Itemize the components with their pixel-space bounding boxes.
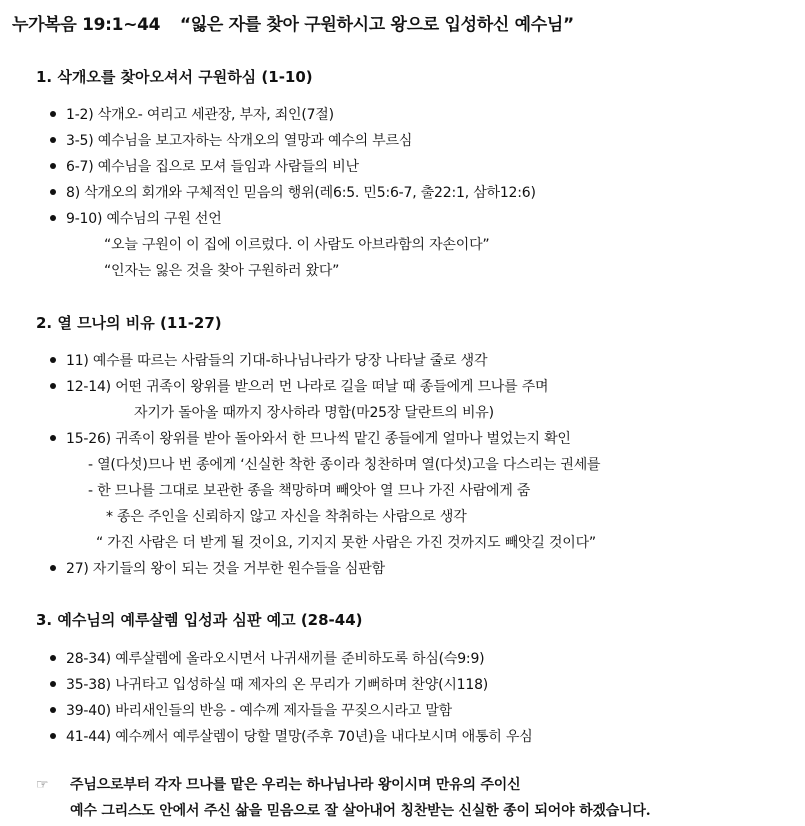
sub-item: - 한 므나를 그대로 보관한 종을 책망하며 빼앗아 열 므나 가진 사람에게 줌 <box>88 483 531 499</box>
list-item: 12-14) 어떤 귀족이 왕위를 받으러 먼 나라로 길을 떠날 때 종들에게 므나를 주며 <box>50 376 548 396</box>
section-2-heading: 2. 열 므나의 비유 (11-27) <box>36 314 222 332</box>
bullet-icon <box>50 383 56 389</box>
pointing-hand-icon: ☞ <box>36 777 49 793</box>
list-item: 27) 자기들의 왕이 되는 것을 거부한 원수들을 심판함 <box>50 558 385 578</box>
bullet-icon <box>50 111 56 117</box>
scripture-reference: 누가복음 19:1~44 <box>12 15 161 35</box>
list-item: 8) 삭개오의 회개와 구체적인 믿음의 행위(레6:5. 민5:6-7, 출22:1, 삼하12:6) <box>50 182 536 202</box>
quote-line: “ 가진 사람은 더 받게 될 것이요, 기지지 못한 사람은 가진 것까지도 빼앗길 것이다” <box>96 535 596 551</box>
list-item: 39-40) 바리새인들의 반응 - 예수께 제자들을 꾸짖으시라고 말함 <box>50 700 452 720</box>
list-item: 15-26) 귀족이 왕위를 받아 돌아와서 한 므나씩 맡긴 종들에게 얼마나 벌었는지 확인 <box>50 428 571 448</box>
list-item: 9-10) 예수님의 구원 선언 <box>50 208 222 228</box>
title-heading: “잃은 자를 찾아 구원하시고 왕으로 입성하신 예수님” <box>179 15 574 35</box>
quote-line: “인자는 잃은 것을 찾아 구원하러 왔다” <box>104 263 340 279</box>
bullet-icon <box>50 137 56 143</box>
list-item: 28-34) 예루살렘에 올라오시면서 나귀새끼를 준비하도록 하심(슥9:9) <box>50 648 484 668</box>
note-line: * 종은 주인을 신뢰하지 않고 자신을 착취하는 사람으로 생각 <box>106 509 467 525</box>
bullet-icon <box>50 215 56 221</box>
bullet-icon <box>50 681 56 687</box>
page-title <box>12 10 574 42</box>
bullet-icon <box>50 707 56 713</box>
list-item: 3-5) 예수님을 보고자하는 삭개오의 열망과 예수의 부르심 <box>50 130 412 150</box>
sub-item: - 열(다섯)므나 번 종에게 ‘신실한 착한 종이라 칭찬하며 열(다섯)고을 다스리는 권세를 <box>88 457 601 473</box>
section-3-heading: 3. 예수님의 예루살렘 입성과 심판 예고 (28-44) <box>36 611 363 629</box>
bullet-icon <box>50 189 56 195</box>
quote-line: “오늘 구원이 이 집에 이르렀다. 이 사람도 아브라함의 자손이다” <box>104 237 490 253</box>
conclusion-line-1: ☞ 주님으로부터 각자 므나를 맡은 우리는 하나님나라 왕이시며 만유의 주이신 <box>36 777 521 793</box>
list-item: 1-2) 삭개오- 여리고 세관장, 부자, 죄인(7절) <box>50 104 334 124</box>
section-1-heading: 1. 삭개오를 찾아오셔서 구원하심 (1-10) <box>36 68 313 86</box>
list-item: 11) 예수를 따르는 사람들의 기대-하나님나라가 당장 나타날 줄로 생각 <box>50 350 487 370</box>
bullet-icon <box>50 655 56 661</box>
bullet-icon <box>50 163 56 169</box>
bullet-icon <box>50 435 56 441</box>
list-item: 35-38) 나귀타고 입성하실 때 제자의 온 무리가 기뻐하며 찬양(시118) <box>50 674 488 694</box>
list-item: 6-7) 예수님을 집으로 모셔 들임과 사람들의 비난 <box>50 156 359 176</box>
bullet-icon <box>50 357 56 363</box>
list-item: 41-44) 예수께서 예루살렘이 당할 멸망(주후 70년)을 내다보시며 애통히 우심 <box>50 726 533 746</box>
conclusion-line-2: 예수 그리스도 안에서 주신 삶을 믿음으로 잘 살아내어 칭찬받는 신실한 종이 되어야 하겠습니다. <box>70 803 651 819</box>
bullet-icon <box>50 733 56 739</box>
continuation-line: 자기가 돌아올 때까지 장사하라 명함(마25장 달란트의 비유) <box>134 405 494 421</box>
bullet-icon <box>50 565 56 571</box>
